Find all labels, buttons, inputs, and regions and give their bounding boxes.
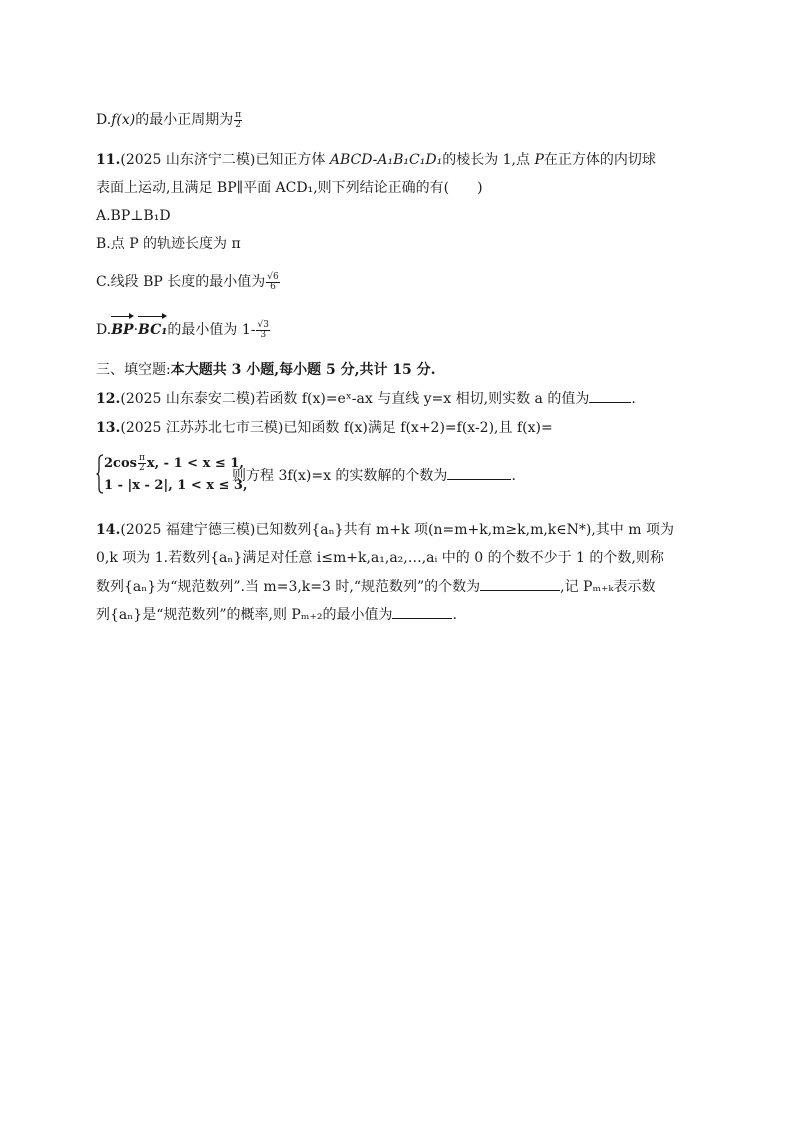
vector-bp: BP <box>111 322 134 338</box>
question-source: (2025 福建宁德三模) <box>120 522 256 538</box>
q13-stem: 13.(2025 江苏苏北七市三模)已知函数 f(x)满足 f(x+2)=f(x-2),且 f(x)= <box>96 420 553 436</box>
piecewise-case-2: 1 - |x - 2|, 1 < x ≤ 3, <box>104 478 248 493</box>
q14-line1: 14.(2025 福建宁德三模)已知数列{aₙ}共有 m+k 项(n=m+k,m≥k,m,k∈N*),其中 m 项为 <box>96 522 674 538</box>
answer-blank[interactable] <box>589 388 631 403</box>
q14-line2: 0,k 项为 1.若数列{aₙ}满足对任意 i≤m+k,a₁,a₂,…,aᵢ 中的 0 的个数不少于 1 的个数,则称 <box>96 550 664 566</box>
question-source: (2025 山东济宁二模) <box>120 152 256 168</box>
section-heading: 三、填空题:本大题共 3 小题,每小题 5 分,共计 15 分. <box>96 362 436 378</box>
q13-question: 则方程 3f(x)=x 的实数解的个数为 . <box>232 465 516 486</box>
answer-blank[interactable] <box>480 576 560 591</box>
question-source: (2025 江苏苏北七市三模) <box>120 420 284 436</box>
q11-stem-line2: 表面上运动,且满足 BP∥平面 ACD₁,则下列结论正确的有( ) <box>96 180 483 196</box>
piecewise-case-1: 2cos $\frac{\pi}{2}$ x, - 1 < x ≤ 1, <box>104 453 244 473</box>
q14-line4: 列{aₙ}是“规范数列”的概率,则 Pₘ₊₂的最小值为 . <box>96 604 457 625</box>
question-source: (2025 山东泰安二模) <box>120 391 256 407</box>
q14-line3: 数列{aₙ}为“规范数列”.当 m=3,k=3 时,“规范数列”的个数为 ,记 Pₘ₊ₖ表示数 <box>96 576 656 597</box>
q11-option-b: B.点 P 的轨迹长度为 π <box>96 236 241 252</box>
q11-stem-line1: 11.(2025 山东济宁二模)已知正方体 ABCD-A₁B₁C₁D₁的棱长为 1,点 P在正方体的内切球 <box>96 152 656 168</box>
answer-blank[interactable] <box>447 465 511 480</box>
left-brace-icon <box>96 454 104 494</box>
fraction: $\frac{\pi}{2}$ <box>235 109 242 130</box>
q11-option-a: A.BP⊥B₁D <box>96 208 171 224</box>
answer-blank[interactable] <box>392 604 452 619</box>
q12: 12.(2025 山东泰安二模)若函数 f(x)=eˣ-ax 与直线 y=x 相切,则实数 a 的值为 . <box>96 388 636 409</box>
fraction: $\frac{\pi}{2}$ <box>138 453 145 473</box>
fraction: $\frac{√3}{3}$ <box>257 319 269 340</box>
q10-option-d: D.f(x)的最小正周期为 $\frac{\pi}{2}$ <box>96 109 242 130</box>
vector-bc1: BC₁ <box>138 322 168 338</box>
q11-option-d: D.BP·BC₁的最小值为 1- $\frac{√3}{3}$ <box>96 319 269 340</box>
q11-option-c: C.线段 BP 长度的最小值为 $\frac{√6}{6}$ <box>96 271 279 292</box>
fraction: $\frac{√6}{6}$ <box>267 271 279 292</box>
